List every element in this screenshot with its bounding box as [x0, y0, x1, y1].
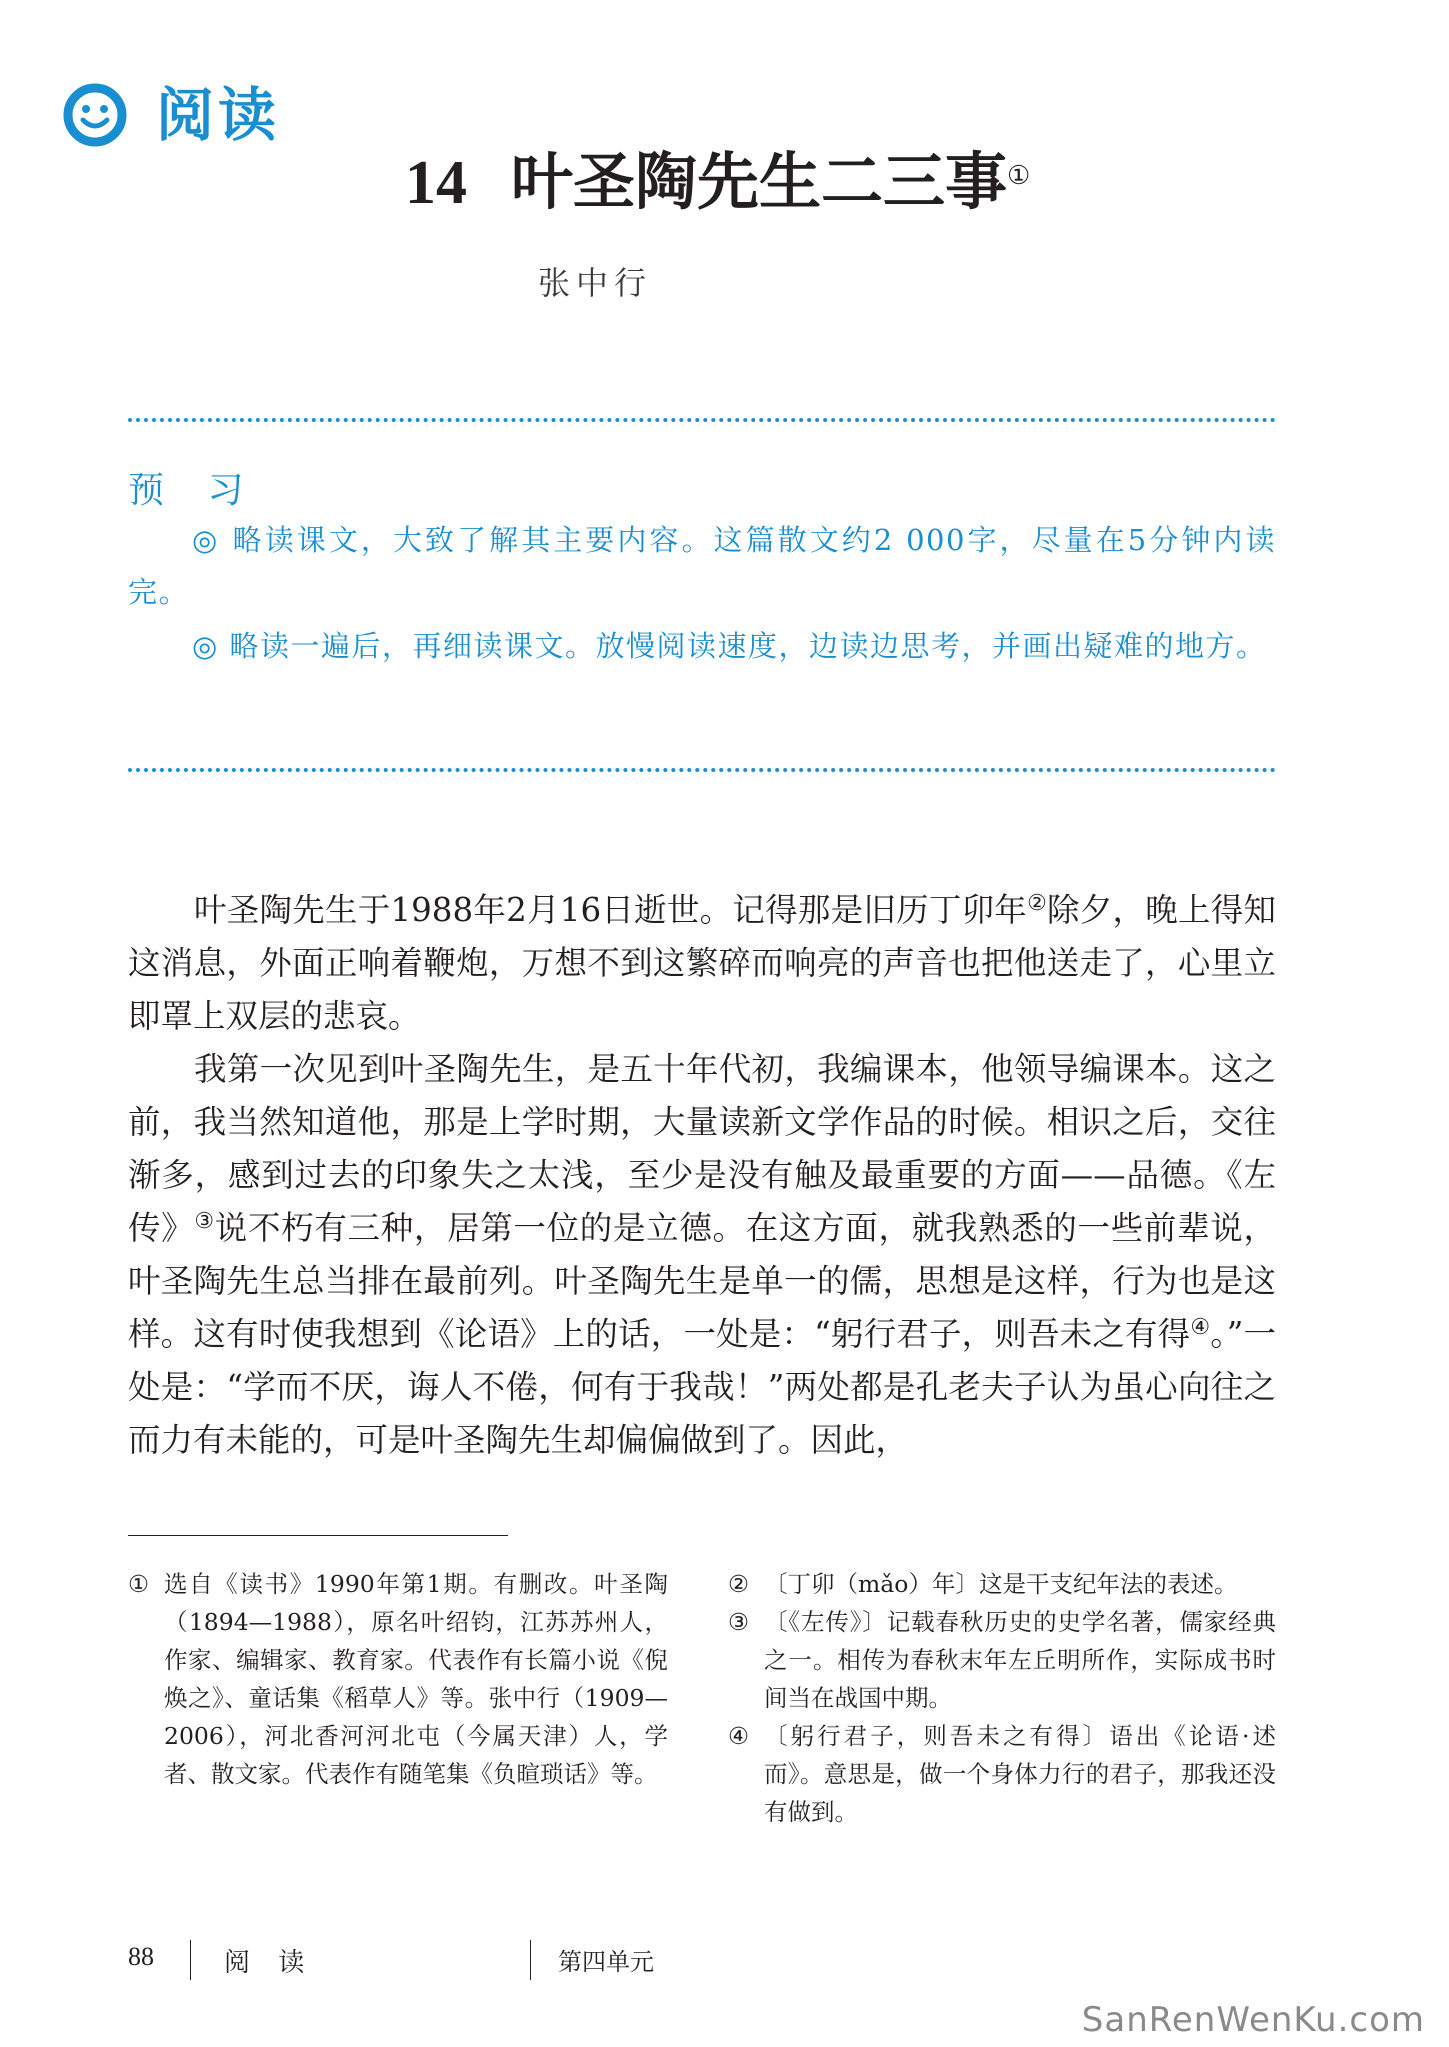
footnote-marker: ③ [194, 1209, 215, 1234]
footnote-marker: ② [1027, 891, 1048, 916]
footnotes-right [728, 1565, 1276, 1831]
section-header [62, 78, 280, 152]
footnote-rule [128, 1535, 508, 1536]
preview-item: ◎ 略读一遍后，再细读课文。放慢阅读速度，边读边思考，并画出疑难的地方。 [192, 629, 1267, 663]
footnote: ③ 〔《左传》〕记载春秋历史的史学名著，儒家经典之一。相传为春秋末年左丘明所作，实际成书时间当在战国中期。 [728, 1608, 1276, 1712]
running-head: 阅 读 [224, 1948, 315, 1978]
author-name: 张中行 [538, 264, 653, 302]
preview-item: ◎ 略读课文，大致了解其主要内容。这篇散文约2 000字，尽量在5分钟内读完。 [128, 523, 1276, 609]
footnote-marker: ④ [1190, 1315, 1211, 1340]
smiley-icon [62, 82, 128, 148]
unit-label: 第四单元 [558, 1948, 654, 1976]
footnotes-left [128, 1565, 668, 1793]
lesson-title [405, 142, 1030, 223]
page-number: 88 [128, 1942, 154, 1971]
watermark: SanRenWenKu.com [1081, 2000, 1425, 2040]
paragraph: 我第一次见到叶圣陶先生，是五十年代初，我编课本，他领导编课本。这之前，我当然知道他，那是上学时期，大量读新文学作品的时候。相识之后，交往渐多，感到过去的印象失之太浅，至少是没有触及最重要的方面——品德。《左传》③说不朽有三种，居第一位的是立德。在这方面，就我熟悉的一些前辈说，叶圣陶先生总当排在最前列。叶圣陶先生是单一的儒，思想是这样，行为也是这样。这有时使我想到《论语》上的话，一处是：“躬行君子，则吾未之有得④。”一处是：“学而不厌，诲人不倦，何有于我哉！”两处都是孔老夫子认为虽心向往之而力有未能的，可是叶圣陶先生却偏偏做到了。因此， [128, 1050, 1276, 1459]
preview-top-rule [128, 418, 1276, 422]
section-label: 阅读 [156, 81, 281, 149]
title-footnote-marker: ① [1007, 161, 1031, 191]
footer-divider [190, 1940, 191, 1980]
footnote: ① 选自《读书》1990年第1期。有删改。叶圣陶（1894—1988），原名叶绍钧，江苏苏州人，作家、编辑家、教育家。代表作有长篇小说《倪焕之》、童话集《稻草人》等。张中行（1909—2006），河北香河河北屯（今属天津）人，学者、散文家。代表作有随笔集《负暄琐话》等。 [128, 1570, 668, 1788]
lesson-title-text: 叶圣陶先生二三事 [511, 145, 1008, 218]
footnote: ④ 〔躬行君子，则吾未之有得〕语出《论语·述而》。意思是，做一个身体力行的君子，那我还没有做到。 [728, 1722, 1276, 1826]
body-text [128, 884, 1276, 1467]
paragraph: 叶圣陶先生于1988年2月16日逝世。记得那是旧历丁卯年②除夕，晚上得知这消息，外面正响着鞭炮，万想不到这繁碎而响亮的声音也把他送走了，心里立即罩上双层的悲哀。 [128, 891, 1276, 1035]
footnote: ② 〔丁卯（mǎo）年〕这是干支纪年法的表述。 [728, 1570, 1238, 1598]
preview-heading: 预 习 [128, 470, 260, 511]
footer-divider [530, 1940, 531, 1980]
preview-bottom-rule [128, 768, 1276, 772]
lesson-number: 14 [405, 149, 467, 217]
